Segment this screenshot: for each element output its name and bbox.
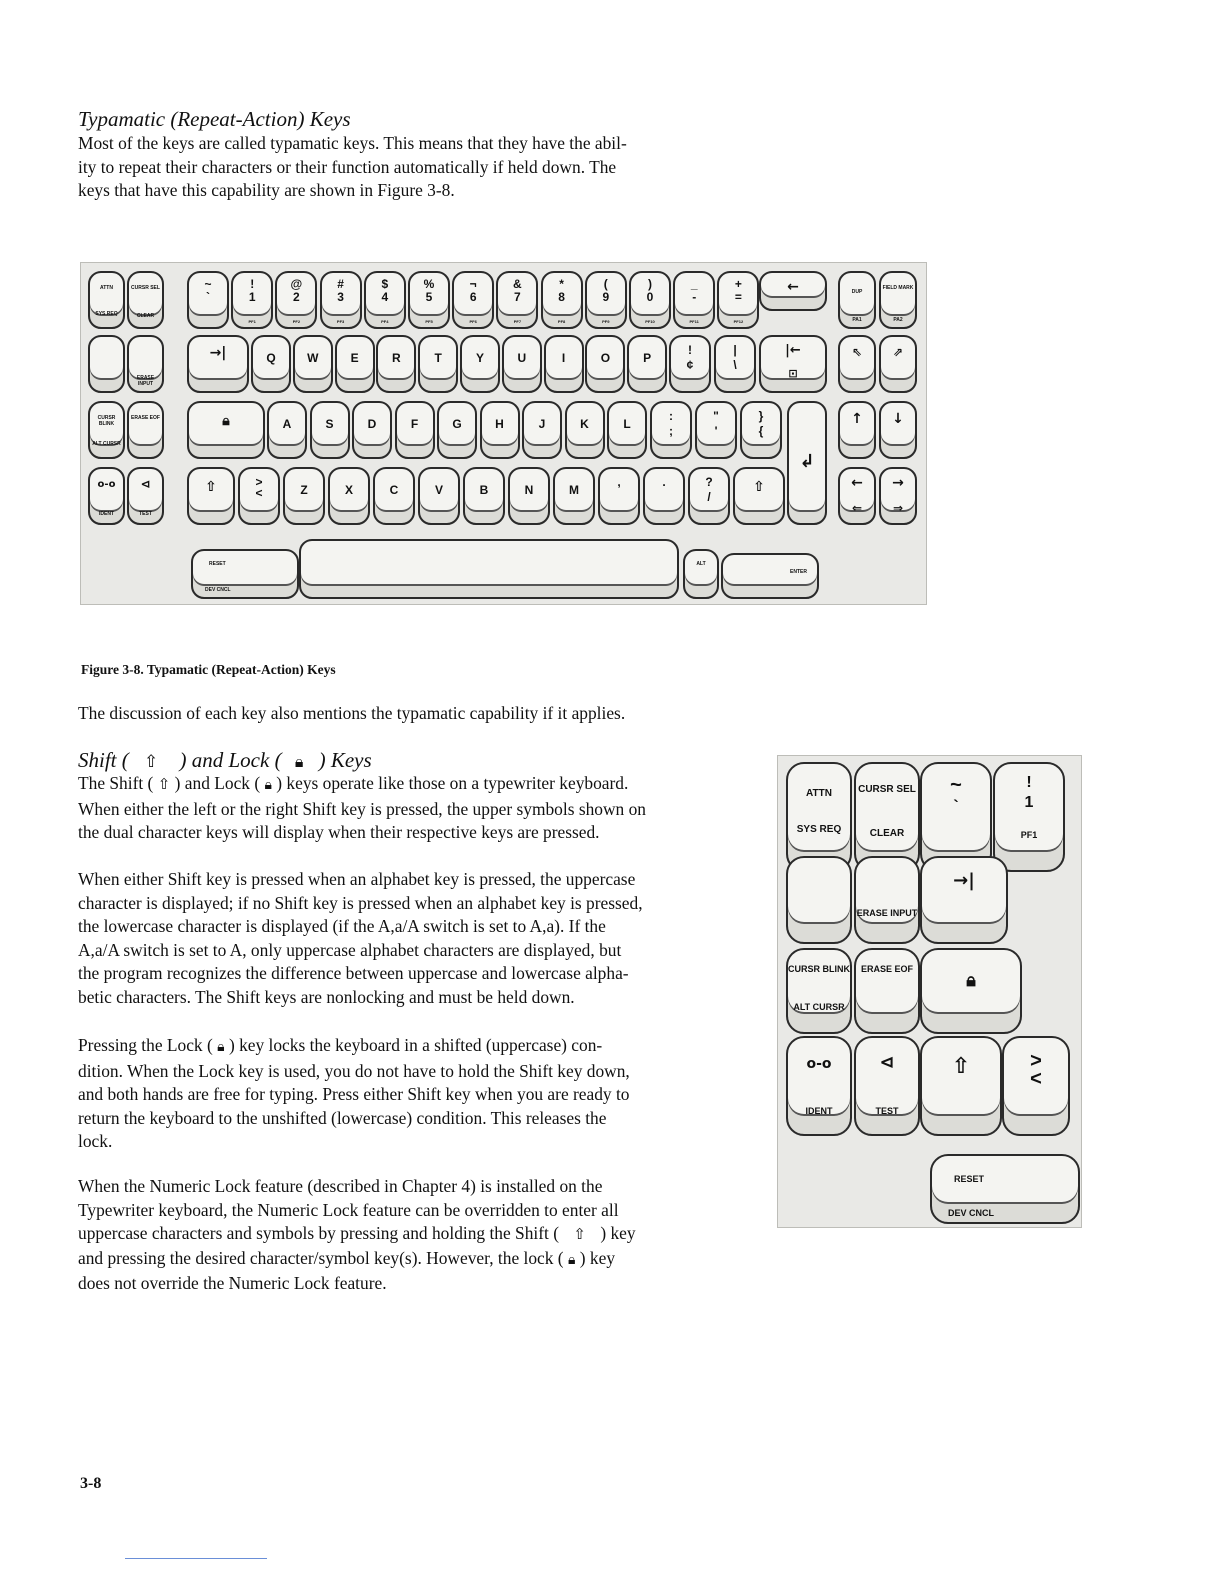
key-label: : [669, 409, 673, 423]
pf-label: PF5 [425, 319, 433, 324]
key-label: CURSR SEL [858, 784, 916, 795]
letter-key [437, 401, 477, 459]
key-label: } [758, 409, 764, 423]
key-label: = [734, 290, 742, 304]
text-line [78, 1034, 758, 1060]
letter-key [565, 401, 605, 459]
shift-lock-paragraph-1 [78, 772, 758, 845]
space-bar [299, 539, 679, 599]
key-label: PA2 [893, 317, 903, 323]
row1-key [585, 271, 627, 329]
key-label: L [623, 417, 631, 431]
pipe-key [714, 335, 756, 393]
detail-reset-key [930, 1154, 1080, 1224]
lock-icon: 🔒︎ [217, 1039, 225, 1055]
row1-key [320, 271, 362, 329]
key-label: ! [250, 277, 255, 291]
key-label: V [434, 483, 443, 497]
letter-key [508, 467, 550, 525]
text-fragment: uppercase characters and symbols by pressing and holding the Shift ( [78, 1223, 560, 1244]
pf-label: PF4 [381, 319, 389, 324]
key-label: ` [206, 290, 210, 304]
key-label: CURSR BLINK [788, 964, 850, 974]
key-label: Q [266, 351, 276, 365]
key-label: ALT CURSR [92, 441, 121, 447]
key-label: \ [733, 358, 737, 372]
text-fragment: ) and Lock ( [174, 773, 261, 793]
row1-key [496, 271, 538, 329]
detail-one-key [993, 762, 1065, 872]
key-label: CLEAR [136, 313, 155, 319]
row1-key [541, 271, 583, 329]
shift-icon: ⇧ [951, 1054, 971, 1079]
newline-key [787, 401, 827, 525]
letter-key [328, 467, 370, 525]
key-label: CURSR SEL [131, 285, 160, 291]
text-fragment: ) key locks the keyboard in a shifted (uppercase) con- [228, 1035, 603, 1055]
key-label: + [734, 277, 742, 291]
key-label: CURSR BLINK [97, 415, 116, 427]
pf-label: PF2 [292, 319, 301, 324]
key-label: " [713, 409, 719, 423]
detail-ident-key [786, 1036, 852, 1136]
key-label: TEST [875, 1106, 899, 1116]
key-label: ATTN [806, 788, 832, 799]
text-line: does not override the Numeric Lock feature. [78, 1273, 387, 1294]
key-label: SYS REQ [796, 824, 842, 835]
return-icon: ↲ [799, 451, 815, 472]
after-figure-text: The discussion of each key also mentions the typamatic capability if it applies. [78, 703, 626, 723]
lock-key [187, 401, 265, 459]
key-label: / [707, 490, 711, 504]
text-line [78, 772, 758, 798]
detail-gtlt-key [1002, 1036, 1070, 1136]
erase-eof-key [127, 401, 164, 459]
backspace-key [759, 271, 827, 311]
key-label: 2 [293, 290, 300, 304]
text-line: Most of the keys are called typamatic keys. This means that they have the abil- [78, 133, 627, 153]
text-line: ity to repeat their characters or their function automatically if held down. The [78, 156, 617, 177]
letter-key [502, 335, 542, 393]
pf-label: PF8 [557, 319, 566, 324]
key-label: 3 [337, 290, 344, 304]
text-fragment: ) key [579, 1247, 616, 1268]
key-label: 5 [425, 290, 433, 304]
shift-icon: ⇧ [573, 1225, 586, 1244]
ident-key [88, 467, 125, 525]
colon-key [650, 401, 692, 459]
key-label: M [569, 483, 579, 497]
letter-key [310, 401, 350, 459]
key-label: % [423, 277, 435, 291]
row1-key [673, 271, 715, 329]
text-fragment: The Shift ( [78, 773, 154, 793]
key-label: U [517, 351, 527, 365]
text-line: the program recognizes the difference between uppercase and lowercase alpha- [78, 963, 629, 984]
shift-icon: ⇧ [144, 752, 159, 772]
quote-key [695, 401, 737, 459]
key-label: ' [714, 424, 718, 438]
key-label: 1 [248, 290, 256, 304]
shift-icon: ⇧ [205, 479, 217, 495]
test-key [127, 467, 164, 525]
left-shift-key [187, 467, 235, 525]
alt-key [683, 549, 719, 599]
key-label: $ [381, 277, 389, 291]
key-label: > [1030, 1050, 1042, 1072]
cursor-left-key [838, 467, 876, 525]
detail-lock-key [920, 948, 1022, 1034]
text-fragment: ) keys operate like those on a typewriter keyboard. [276, 773, 629, 793]
key-label: RESET [209, 561, 226, 567]
period-key [643, 467, 685, 525]
cursor-up-left-key [838, 335, 876, 393]
section-heading-typamatic: Typamatic (Repeat-Action) Keys [78, 107, 351, 131]
question-key [688, 467, 730, 525]
detail-tab-key [920, 856, 1008, 944]
lock-icon: 🔒︎ [966, 970, 976, 991]
key-label: - [692, 290, 697, 304]
row1-key [629, 271, 671, 329]
letter-key [627, 335, 667, 393]
erase-input-key [127, 335, 164, 393]
shift-icon: ⇧ [157, 775, 171, 793]
arrow-up-icon: ↑ [851, 411, 863, 427]
key-label: _ [690, 277, 698, 291]
letter-key [544, 335, 584, 393]
key-label: 8 [558, 290, 565, 304]
key-label: < [1030, 1068, 1042, 1090]
heading-part: Shift ( [78, 748, 129, 772]
arrow-down-icon: ↓ [892, 411, 904, 427]
text-line [78, 1222, 758, 1247]
keyboard-figure [80, 262, 927, 605]
key-label: O [600, 351, 611, 365]
cursor-up-right-key [879, 335, 917, 393]
row1-key [364, 271, 406, 329]
row1-key [717, 271, 759, 329]
key-label: ) [648, 277, 652, 291]
text-line: return the keyboard to the unshifted (lowercase) condition. This releases the [78, 1107, 607, 1128]
key-label: Y [475, 351, 484, 365]
text-line: and both hands are free for typing. Press either Shift key when you are ready to [78, 1084, 630, 1105]
key-label: T [434, 351, 442, 365]
tab-key [187, 335, 249, 393]
letter-key [418, 467, 460, 525]
cursor-up-key [838, 401, 876, 459]
key-label: N [524, 483, 534, 497]
key-label: 6 [469, 290, 477, 304]
text-line: character is displayed; if no Shift key is pressed when an alphabet key is pressed, [78, 892, 643, 913]
key-label: B [479, 483, 489, 497]
key-label: IDENT [805, 1106, 833, 1116]
key-label: A [282, 417, 292, 431]
pf-label: PF9 [602, 319, 610, 324]
text-line [78, 1247, 758, 1273]
test-icon: ⊲ [140, 477, 151, 491]
pf-label: PF12 [733, 319, 744, 324]
ident-icon: o-o [806, 1056, 832, 1072]
text-line: When either the left or the right Shift key is pressed, the upper symbols shown on [78, 798, 646, 819]
key-label: ERASE EOF [131, 415, 160, 421]
key-label: ~ [204, 277, 212, 291]
cursor-down-key [879, 401, 917, 459]
shift-lock-paragraph-4 [78, 1175, 758, 1296]
letter-key [553, 467, 595, 525]
key-label: DEV CNCL [948, 1208, 995, 1218]
heading-part: ) and Lock ( [179, 748, 282, 772]
lock-icon: 🔒︎ [264, 777, 272, 793]
key-label: SYS REQ [95, 311, 118, 317]
arrow-left-icon: ← [851, 475, 863, 491]
text-fragment: ) key [600, 1223, 636, 1244]
key-label: & [513, 277, 522, 291]
enter-key [721, 553, 819, 599]
key-label: FIELD MARK [882, 285, 914, 291]
key-label: > [255, 475, 263, 489]
key-label: X [344, 483, 353, 497]
key-label: D [367, 417, 377, 431]
key-label: ` [953, 798, 959, 815]
key-label: DUP [851, 289, 863, 295]
key-label: { [758, 424, 764, 438]
letter-key [251, 335, 291, 393]
pf-label: PF10 [645, 319, 655, 324]
section-heading-shift-lock [78, 748, 372, 773]
key-label: ERASE EOF [860, 964, 913, 974]
cursr-blink-key [88, 401, 125, 459]
key-label: 9 [602, 290, 610, 304]
lock-icon: 🔒︎ [222, 413, 230, 429]
key-label: ( [603, 277, 608, 291]
row1-key [231, 271, 273, 329]
row1-key [408, 271, 450, 329]
letter-key [376, 335, 416, 393]
key-label: S [325, 417, 334, 431]
key-label: ENTER [790, 569, 807, 575]
text-line: Typewriter keyboard, the Numeric Lock feature can be overridden to enter all [78, 1199, 619, 1220]
pf-label: PF3 [336, 319, 345, 324]
detail-erase-input-key [854, 856, 920, 944]
key-label: 1 [1024, 794, 1034, 811]
ident-icon: o-o [97, 479, 116, 490]
key-label: PA1 [852, 317, 862, 323]
arrow-up-left-icon: ⇖ [851, 345, 863, 359]
key-label: IDENT [99, 511, 114, 517]
text-line: When either Shift key is pressed when an alphabet key is pressed, the uppercase [78, 869, 636, 889]
key-label: | [733, 343, 737, 357]
reset-key [191, 549, 299, 599]
key-label: ¬ [469, 277, 477, 291]
key-label: H [495, 417, 504, 431]
key-label: CLEAR [869, 828, 905, 839]
arrow-up-right-icon: ⇗ [892, 345, 904, 359]
text-line: When the Numeric Lock feature (described in Chapter 4) is installed on the [78, 1176, 603, 1196]
figure-caption: Figure 3-8. Typamatic (Repeat-Action) Keys [81, 662, 336, 677]
typamatic-paragraph [78, 132, 738, 203]
brace-key [740, 401, 782, 459]
text-line: the lowercase character is displayed (if the A,a/A switch is set to A,a). If the [78, 916, 606, 937]
page-number: 3-8 [80, 1475, 102, 1492]
detail-test-key [854, 1036, 920, 1136]
key-label: ; [669, 424, 673, 438]
pf-label: PF1 [248, 319, 256, 324]
key-label: ATTN [100, 285, 113, 291]
key-label: RESET [954, 1174, 985, 1184]
letter-key [418, 335, 458, 393]
letter-key [585, 335, 625, 393]
key-label: ! [688, 343, 692, 357]
letter-key [335, 335, 375, 393]
key-label: # [337, 277, 344, 291]
key-label: G [452, 417, 462, 431]
shift-lock-paragraph-3 [78, 1034, 758, 1154]
key-label: F [410, 417, 419, 431]
key-label: @ [290, 277, 303, 291]
text-line: A,a/A switch is set to A, only uppercase alphabet characters are displayed, but [78, 939, 622, 960]
comma-key [598, 467, 640, 525]
letter-key [352, 401, 392, 459]
footer-rule [125, 1558, 267, 1559]
cursor-right-key [879, 467, 917, 525]
row1-key [275, 271, 317, 329]
letter-key [463, 467, 505, 525]
shift-lock-paragraph-2 [78, 868, 758, 1010]
key-label: < [255, 486, 263, 500]
cent-key [669, 335, 711, 393]
key-label: TEST [139, 511, 152, 517]
text-fragment: and pressing the desired character/symbol key(s). However, the lock ( [78, 1247, 564, 1268]
key-label: ¢ [686, 358, 694, 372]
tab-icon: →| [209, 345, 227, 361]
detail-erase-eof-key [854, 948, 920, 1034]
key-label: DEV CNCL [205, 587, 231, 593]
test-icon: ⊲ [879, 1052, 895, 1073]
lock-icon: 🔒︎ [567, 1251, 576, 1268]
key-label: ERASE INPUT [136, 375, 155, 387]
detail-shift-key [920, 1036, 1002, 1136]
row1-key [187, 271, 229, 329]
key-label: , [617, 475, 621, 489]
key-label: J [538, 417, 546, 431]
key-label: PF1 [1020, 830, 1038, 840]
text-line: keys that have this capability are shown in Figure 3-8. [78, 180, 455, 201]
key-label: ? [705, 475, 713, 489]
detail-cursr-blink-key [786, 948, 852, 1034]
dup-key [838, 271, 876, 329]
detail-blank-key [786, 856, 852, 944]
letter-key [522, 401, 562, 459]
letter-key [373, 467, 415, 525]
text-line: dition. When the Lock key is used, you do not have to hold the Shift key down, [78, 1060, 630, 1081]
pf-label: PF11 [689, 319, 699, 324]
double-arrow-right-icon: ⇒ [892, 501, 904, 515]
gtlt-key [238, 467, 280, 525]
text-line: the dual character keys will display when their respective keys are pressed. [78, 822, 600, 843]
text-line: lock. [78, 1131, 113, 1152]
letter-key [267, 401, 307, 459]
key-label: ERASE INPUT [856, 908, 918, 918]
key-label: E [350, 351, 359, 365]
letter-key [293, 335, 333, 393]
key-label: W [307, 351, 319, 365]
attn-key [88, 271, 125, 329]
left-arrow-icon: ← [787, 279, 799, 295]
text-line: betic characters. The Shift keys are nonlocking and must be held down. [78, 986, 575, 1007]
field-mark-key [879, 271, 917, 329]
double-arrow-left-icon: ⇐ [851, 501, 863, 515]
key-label: ALT CURSR [793, 1002, 845, 1012]
key-label: Z [300, 483, 308, 497]
letter-key [395, 401, 435, 459]
letter-key [607, 401, 647, 459]
shift-icon: ⇧ [753, 479, 765, 495]
letter-key [283, 467, 325, 525]
newline-icon: ⊡ [788, 367, 798, 380]
letter-key [480, 401, 520, 459]
key-label: R [392, 351, 401, 365]
key-label: I [561, 351, 566, 365]
backtab-key [759, 335, 827, 393]
key-label: P [643, 351, 652, 365]
backtab-icon: |← [785, 343, 801, 358]
right-shift-key [733, 467, 785, 525]
key-label: K [580, 417, 589, 431]
key-label: ! [1026, 774, 1032, 791]
tab-icon: →| [953, 870, 975, 891]
text-fragment: Pressing the Lock ( [78, 1035, 213, 1055]
key-label: ALT [696, 561, 706, 567]
cursr-sel-key [127, 271, 164, 329]
letter-key [460, 335, 500, 393]
blank-key [88, 335, 125, 393]
pf-label: PF7 [513, 319, 522, 324]
keyboard-detail-figure [777, 755, 1082, 1228]
key-label: 0 [646, 290, 654, 304]
key-label: * [559, 277, 564, 291]
lock-icon: 🔒︎ [294, 752, 304, 771]
key-label: . [662, 475, 666, 489]
key-label: ~ [950, 774, 962, 796]
key-label: 7 [514, 290, 521, 304]
key-label: C [389, 483, 399, 497]
row1-key [452, 271, 494, 329]
pf-label: PF6 [469, 319, 477, 324]
arrow-right-icon: → [892, 475, 904, 491]
key-label: 4 [381, 290, 389, 304]
heading-part: ) Keys [318, 748, 372, 772]
